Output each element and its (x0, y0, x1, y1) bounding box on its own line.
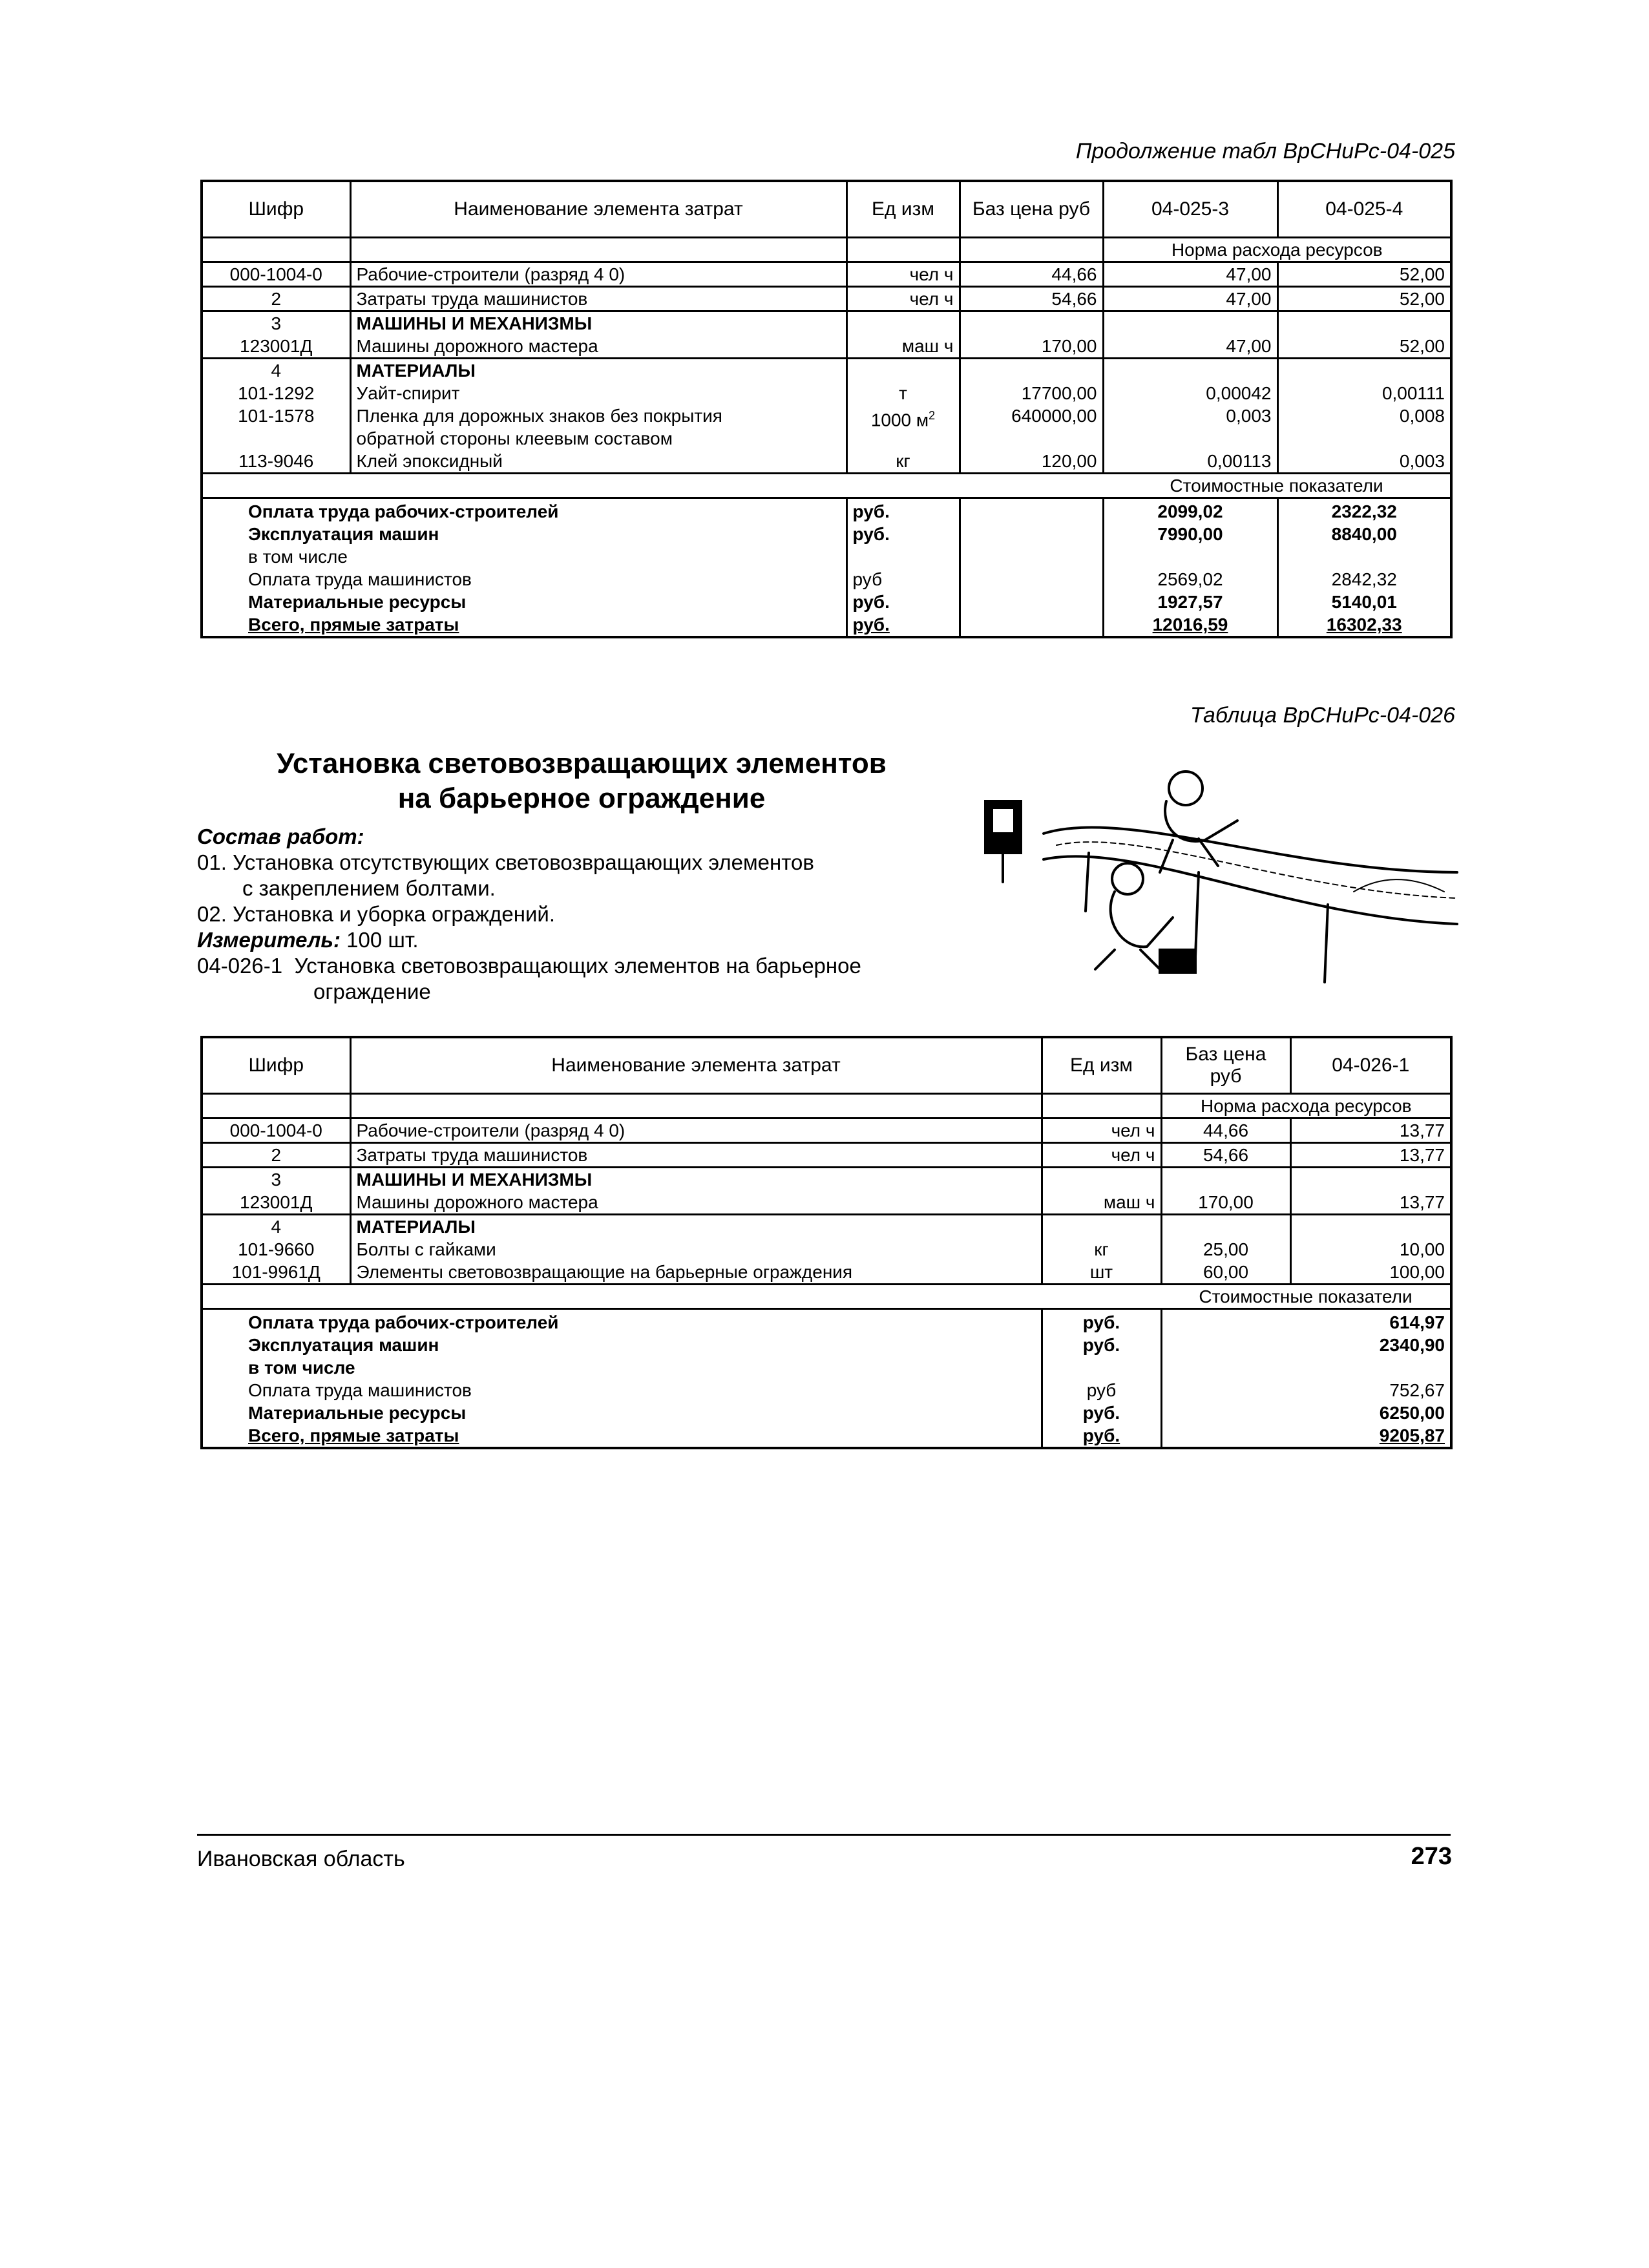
table-row: 101-1578 Пленка для дорожных знаков без покрытия обратной стороны клеевым составом 1000 $м^2$ 640000,00 0,003 0,008 (202, 404, 1451, 450)
cost-row: Эксплуатация машин руб. 7990,00 8840,00 (202, 523, 1451, 545)
table-row: 101-9961Д Элементы световозвращающие на барьерные ограждения шт 60,00 100,00 (202, 1261, 1451, 1285)
header-code: Шифр (202, 1037, 350, 1094)
table-row: 3 МАШИНЫ И МЕХАНИЗМЫ (202, 311, 1451, 335)
cost-label: Стоимостные показатели (1161, 1285, 1451, 1309)
header-col-b: 04-025-4 (1277, 181, 1451, 238)
cost-row: Всего, прямые затраты руб. 9205,87 (202, 1424, 1451, 1448)
cost-row: Оплата труда машинистов руб 752,67 (202, 1379, 1451, 1402)
table2-caption: Таблица ВрСНиРс-04-026 (1190, 703, 1455, 728)
header-col-a: 04-025-3 (1103, 181, 1277, 238)
table1-caption: Продолжение табл ВрСНиРс-04-025 (1075, 139, 1455, 163)
cost-row: в том числе (202, 1356, 1451, 1379)
cost-row: Эксплуатация машин руб. 2340,90 (202, 1334, 1451, 1356)
header-base-price: Баз цена руб (1161, 1037, 1290, 1094)
cost-row: Всего, прямые затраты руб. 12016,59 16302,33 (202, 613, 1451, 637)
cost-label: Стоимостные показатели (1103, 474, 1451, 498)
cost-row: Оплата труда рабочих-строителей руб. 614,97 (202, 1309, 1451, 1334)
header-name: Наименование элемента затрат (350, 181, 846, 238)
workers-illustration (966, 762, 1464, 995)
table-row: 4 МАТЕРИАЛЫ (202, 1215, 1451, 1239)
section-title: Установка световозвращающих элементов на барьерное ограждение (277, 748, 887, 814)
norm-label: Норма расхода ресурсов (1161, 1094, 1451, 1118)
table-row: 113-9046 Клей эпоксидный кг 120,00 0,00113 0,003 (202, 450, 1451, 474)
table-row: 2 Затраты труда машинистов чел ч 54,66 13,77 (202, 1143, 1451, 1168)
table-row: 3 МАШИНЫ И МЕХАНИЗМЫ (202, 1168, 1451, 1192)
cost-row: в том числе (202, 545, 1451, 568)
table-row: 000-1004-0 Рабочие-строители (разряд 4 0) чел ч 44,66 47,00 52,00 (202, 262, 1451, 287)
table-row: 123001Д Машины дорожного мастера маш ч 170,00 47,00 52,00 (202, 335, 1451, 359)
header-code: Шифр (202, 181, 350, 238)
table-row: 000-1004-0 Рабочие-строители (разряд 4 0) чел ч 44,66 13,77 (202, 1118, 1451, 1143)
table-row: 101-9660 Болты с гайками кг 25,00 10,00 (202, 1238, 1451, 1261)
table-row: 2 Затраты труда машинистов чел ч 54,66 47,00 52,00 (202, 287, 1451, 311)
header-col-a: 04-026-1 (1290, 1037, 1451, 1094)
cost-row: Материальные ресурсы руб. 6250,00 (202, 1402, 1451, 1424)
cost-row: Материальные ресурсы руб. 1927,57 5140,01 (202, 591, 1451, 613)
header-name: Наименование элемента затрат (350, 1037, 1042, 1094)
table-row: 4 МАТЕРИАЛЫ (202, 359, 1451, 383)
cost-row: Оплата труда рабочих-строителей руб. 2099,02 2322,32 (202, 498, 1451, 523)
footer-region: Ивановская область (197, 1847, 405, 1871)
page-number: 273 (1411, 1843, 1452, 1870)
table-row: 123001Д Машины дорожного мастера маш ч 170,00 13,77 (202, 1191, 1451, 1215)
cost-row: Оплата труда машинистов руб 2569,02 2842,32 (202, 568, 1451, 591)
norm-label: Норма расхода ресурсов (1103, 238, 1451, 262)
header-unit: Ед изм (1042, 1037, 1161, 1094)
table2 (200, 1036, 1453, 1449)
header-base-price: Баз цена руб (960, 181, 1103, 238)
table1 (200, 180, 1453, 638)
work-composition: Состав работ: 01. Установка отсутствующих световозвращающих элементов с закреплением болтами. 02. Установка и уборка ограждений. Измеритель: 100 шт. 04-026-1 Установка световозвращающих элементов на барьерное ограждение (197, 824, 861, 1003)
table-row: 101-1292 Уайт-спирит т 17700,00 0,00042 0,00111 (202, 382, 1451, 404)
header-unit: Ед изм (846, 181, 960, 238)
footer-rule (197, 1834, 1451, 1836)
